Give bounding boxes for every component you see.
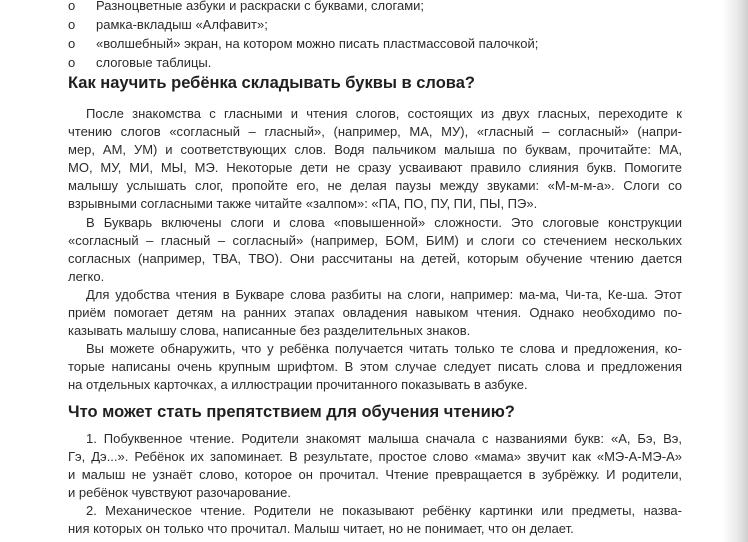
list-item	[68, 15, 708, 34]
text-line: 1. Побуквенное чтение. Родители знакомят малыша сначала с названиями букв: «А, Бэ, Вэ,	[86, 431, 682, 446]
text-line: казывать малышу слова, написанные без разделительных знаков.	[68, 323, 471, 339]
section-heading: Что может стать препятствием для обучения чтению?	[68, 403, 515, 421]
text-line: Для удобства чтения в Букваре слова разбиты на слоги, например: ма-ма, Чи-та, Ке-ша. Этот	[86, 286, 682, 302]
list-item	[68, 53, 708, 72]
list-item-text: «волшебный» экран, на котором можно писать пластмассовой палочкой;	[96, 36, 539, 51]
section-body	[68, 105, 682, 395]
text-line: 2. Механическое чтение. Родители не показывают ребёнку картинки или предметы, назва-	[86, 503, 682, 519]
list-item-text: Разноцветные азбуки и раскраски с буквами, слогами;	[96, 0, 425, 13]
list-item	[68, 0, 708, 15]
text-line: «согласный – гласный – согласный» (например, БОМ, БИМ) и слоги со стечением нескольких	[68, 232, 682, 248]
text-line: МО, МУ, МИ, МЫ, МЭ. Некоторые дети не сразу усваивают правило слияния букв. Помогите	[68, 160, 682, 176]
text-line: Гэ, Дэ...». Ребёнок их запоминает. В результате, простое слово «мама» звучит как «МЭ-А-МЭ-А»	[68, 449, 682, 465]
text-line: и малыш не узнаёт слово, которое он прочитал. Чтение превращается в зубрёжку. И родители,	[68, 467, 682, 483]
bullet-marker: o	[68, 0, 76, 13]
text-line: Вы можете обнаружить, что у ребёнка получается читать только те слова и предложения, ко-	[86, 341, 682, 357]
text-line: торые написаны очень крупным шрифтом. В этом случае следует писать слова и предложения	[68, 359, 682, 375]
text-line: мер, АМ, УМ) и соответствующих слов. Водя пальчиком малыша по буквам, прочитайте: МА,	[68, 142, 682, 158]
text-line: и ребёнок чувствуют разочарование.	[68, 485, 292, 501]
section-heading: Как научить ребёнка складывать буквы в слова?	[68, 74, 475, 92]
section-body	[68, 430, 682, 539]
text-line: приём помогает детям на ранних этапах овладения навыком чтения. Однако необходимо по-	[68, 305, 682, 321]
text-line: взрывными согласными также читайте «залпом»: «ПА, ПО, ПУ, ПИ, ПЫ, ПЭ».	[68, 196, 538, 212]
bullet-marker: o	[68, 55, 76, 70]
text-line: После знакомства с гласными и чтения слогов, состоящих из двух гласных, переходите к	[86, 106, 682, 121]
bullet-marker: o	[68, 17, 76, 32]
bullet-marker: o	[68, 36, 76, 51]
text-line: малышу услышать слог, пропойте его, не делая паузы между звуками: «М-м-м-а». Слоги со	[68, 178, 682, 194]
text-line: согласных (например, ТВА, ТВО). Они рассчитаны на детей, которым обучение чтению дается	[68, 250, 682, 266]
list-item-text: рамка-вкладыш «Алфавит»;	[96, 17, 268, 32]
bullet-list	[68, 0, 708, 72]
text-line: В Букварь включены слоги и слова «повышенной» сложности. Это слоговые конструкции	[86, 214, 682, 230]
list-item-text: слоговые таблицы.	[96, 55, 212, 70]
text-line: чтению слогов «согласный – гласный», (например, МА, МУ), «гласный – согласный» (напри-	[68, 124, 682, 140]
text-line: легко.	[68, 268, 105, 284]
list-item	[68, 34, 708, 53]
text-line: на отдельных карточках, а иллюстрации прочитанного показывать в азбуке.	[68, 377, 528, 393]
page-edge-shadow	[722, 0, 748, 542]
text-line: ния которых он только что прочитал. Малыш читает, но не понимает, что он делает.	[68, 521, 574, 537]
